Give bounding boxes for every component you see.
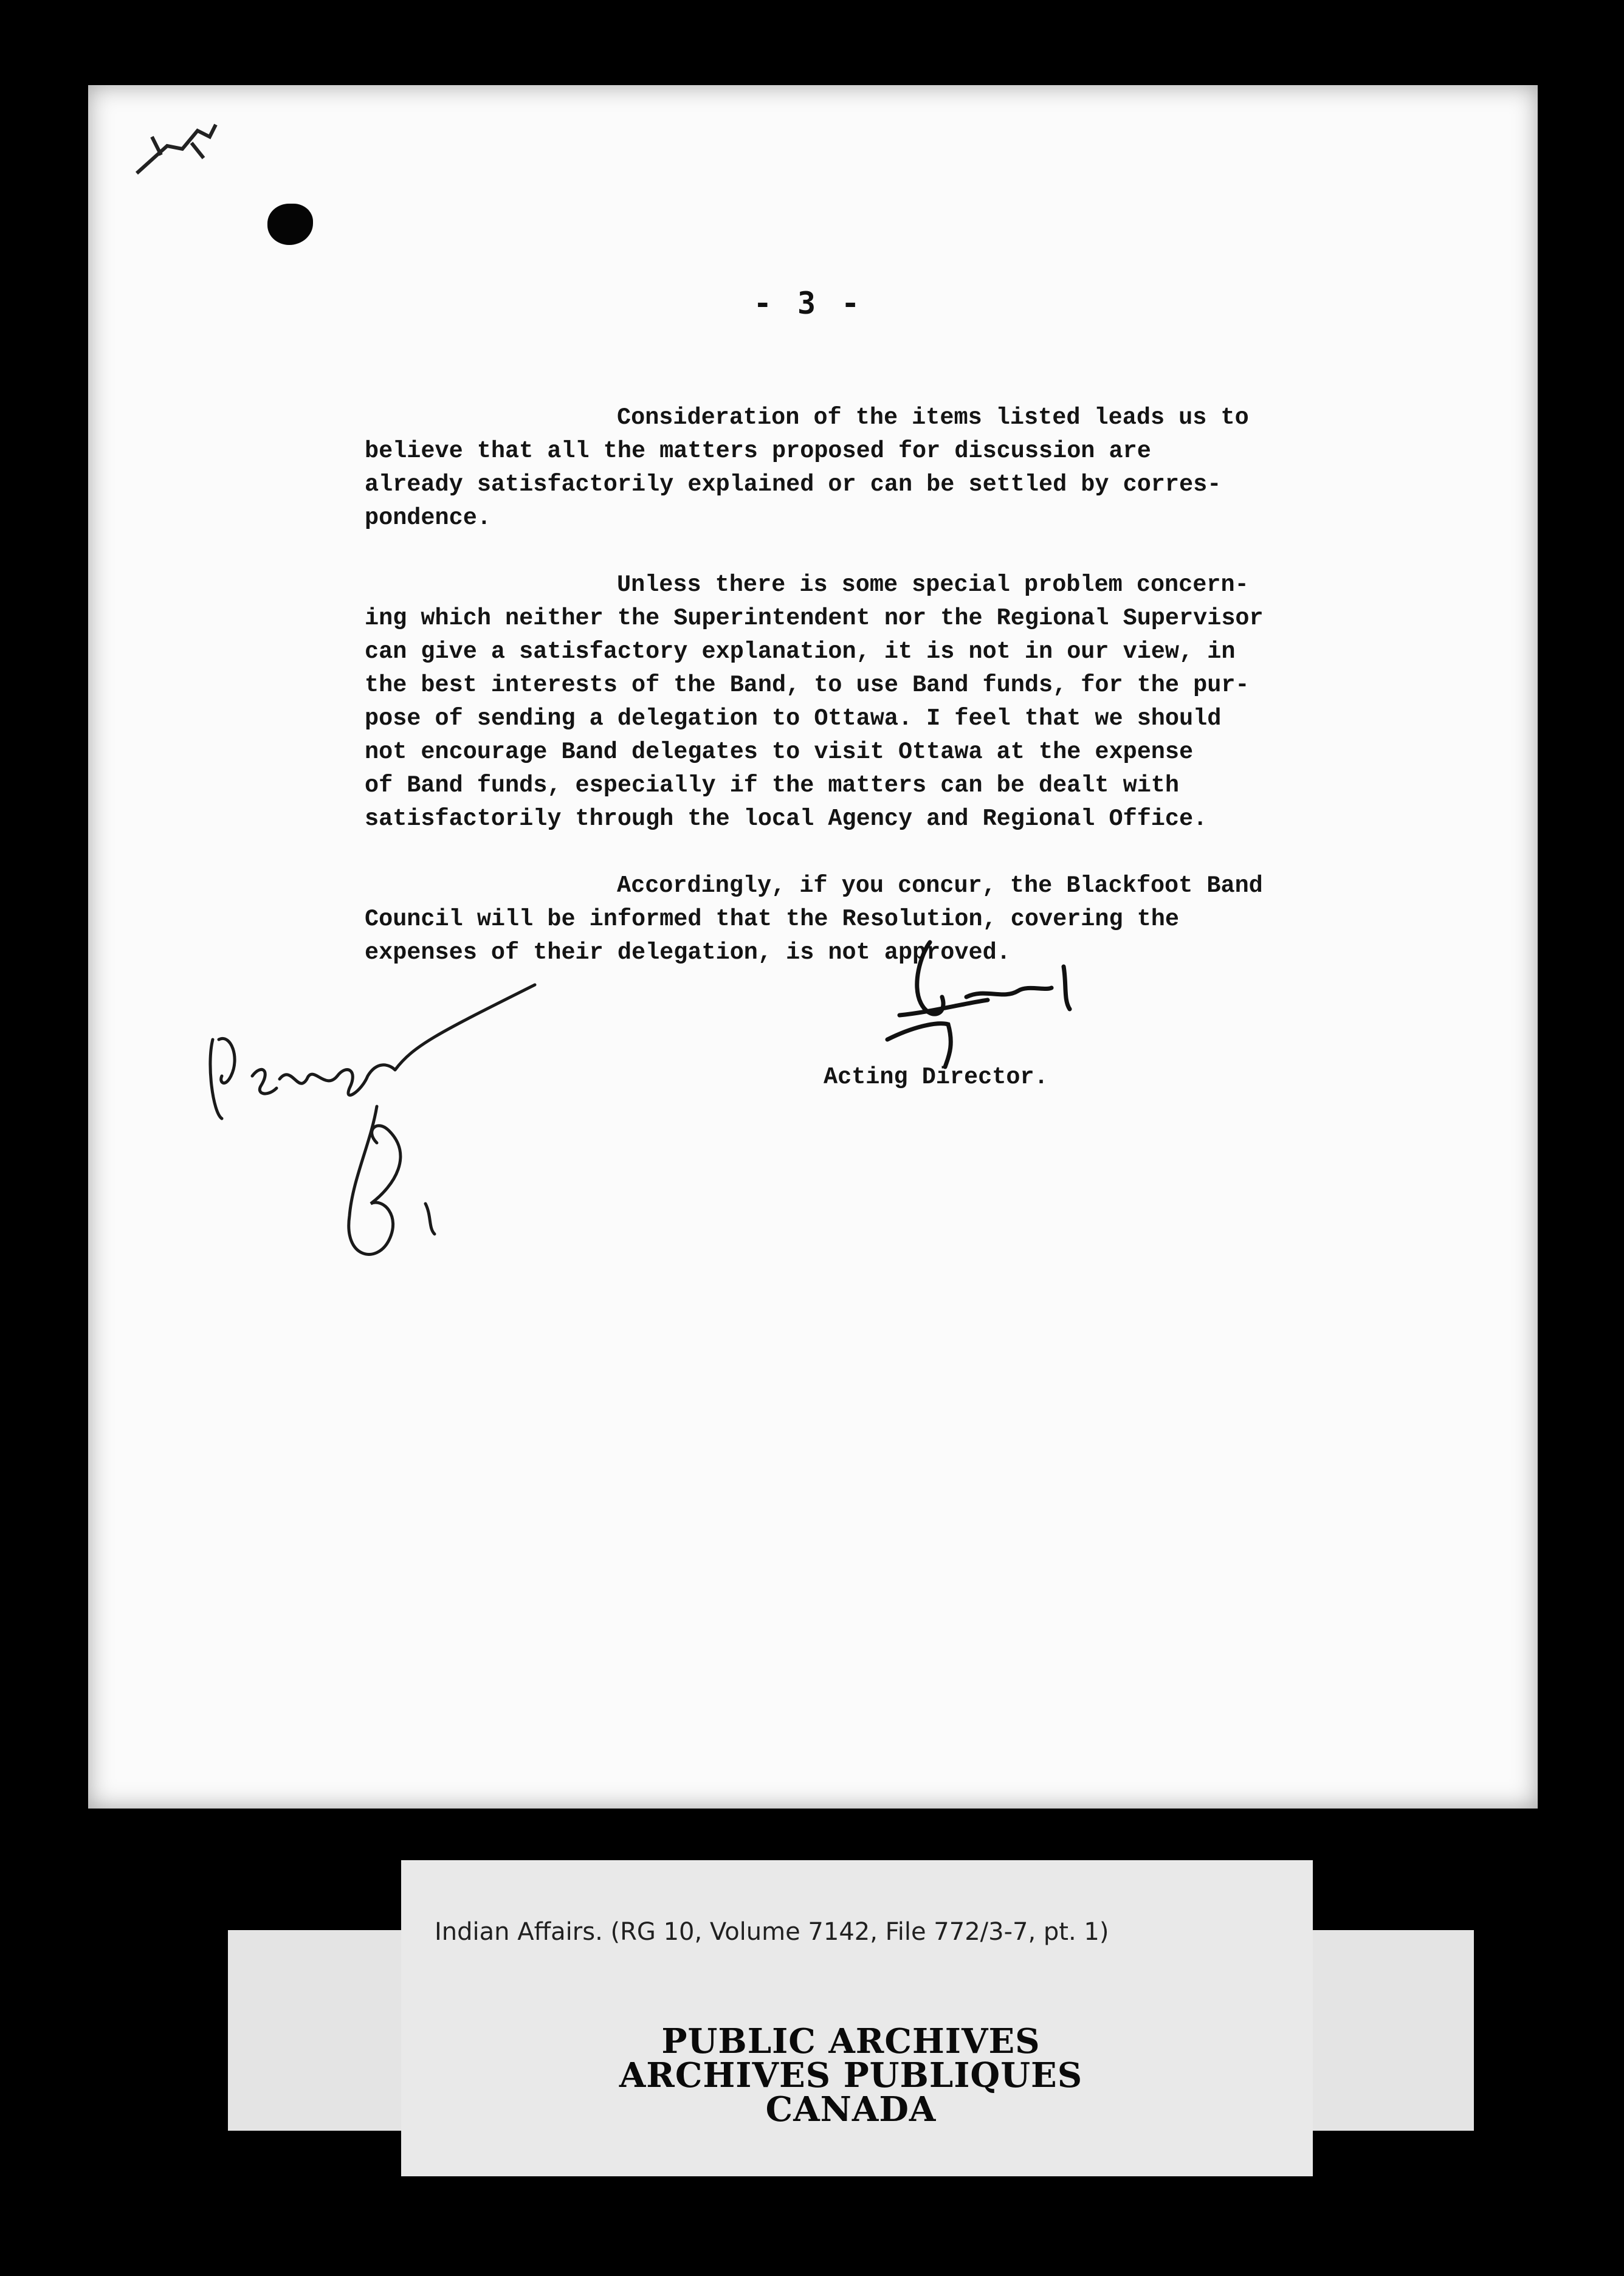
archive-citation: Indian Affairs. (RG 10, Volume 7142, File 772/3-7, pt. 1) bbox=[435, 1918, 1109, 1946]
director-signature bbox=[863, 930, 1082, 1070]
handwritten-note bbox=[194, 973, 559, 1289]
ink-smudge bbox=[125, 112, 234, 185]
archives-stamp bbox=[547, 2021, 1155, 2129]
archives-stamp-line-3: CANADA bbox=[765, 2089, 937, 2129]
page-number: - 3 - bbox=[753, 286, 864, 321]
letter-body bbox=[365, 401, 1368, 1003]
archives-stamp-line-2: ARCHIVES PUBLIQUES bbox=[619, 2055, 1083, 2095]
signer-title: Acting Director. bbox=[824, 1064, 1048, 1091]
paragraph-3: Accordingly, if you concur, the Blackfoot Band Council will be informed that the Resolution, covering the expenses of their delegation, is not approved. bbox=[365, 872, 1263, 966]
paragraph-1: Consideration of the items listed leads us to believe that all the matters proposed for discussion are already satisfactorily explained or can be settled by corres- pondence. bbox=[365, 404, 1249, 531]
archives-stamp-line-1: PUBLIC ARCHIVES bbox=[661, 2021, 1041, 2061]
paragraph-2: Unless there is some special problem concern- ing which neither the Superintendent nor the Regional Supervisor can give a satisfactory explanation, it is not in our view, in the best interests of the Band, to use Band funds, for the pur- pose of sending a delegation to Ottawa. I feel that we should not encourage Band delegates to visit Ottawa at the expense of Band funds, especially if the matters can be dealt with satisfactorily through the local Agency and Regional Office. bbox=[365, 571, 1264, 832]
